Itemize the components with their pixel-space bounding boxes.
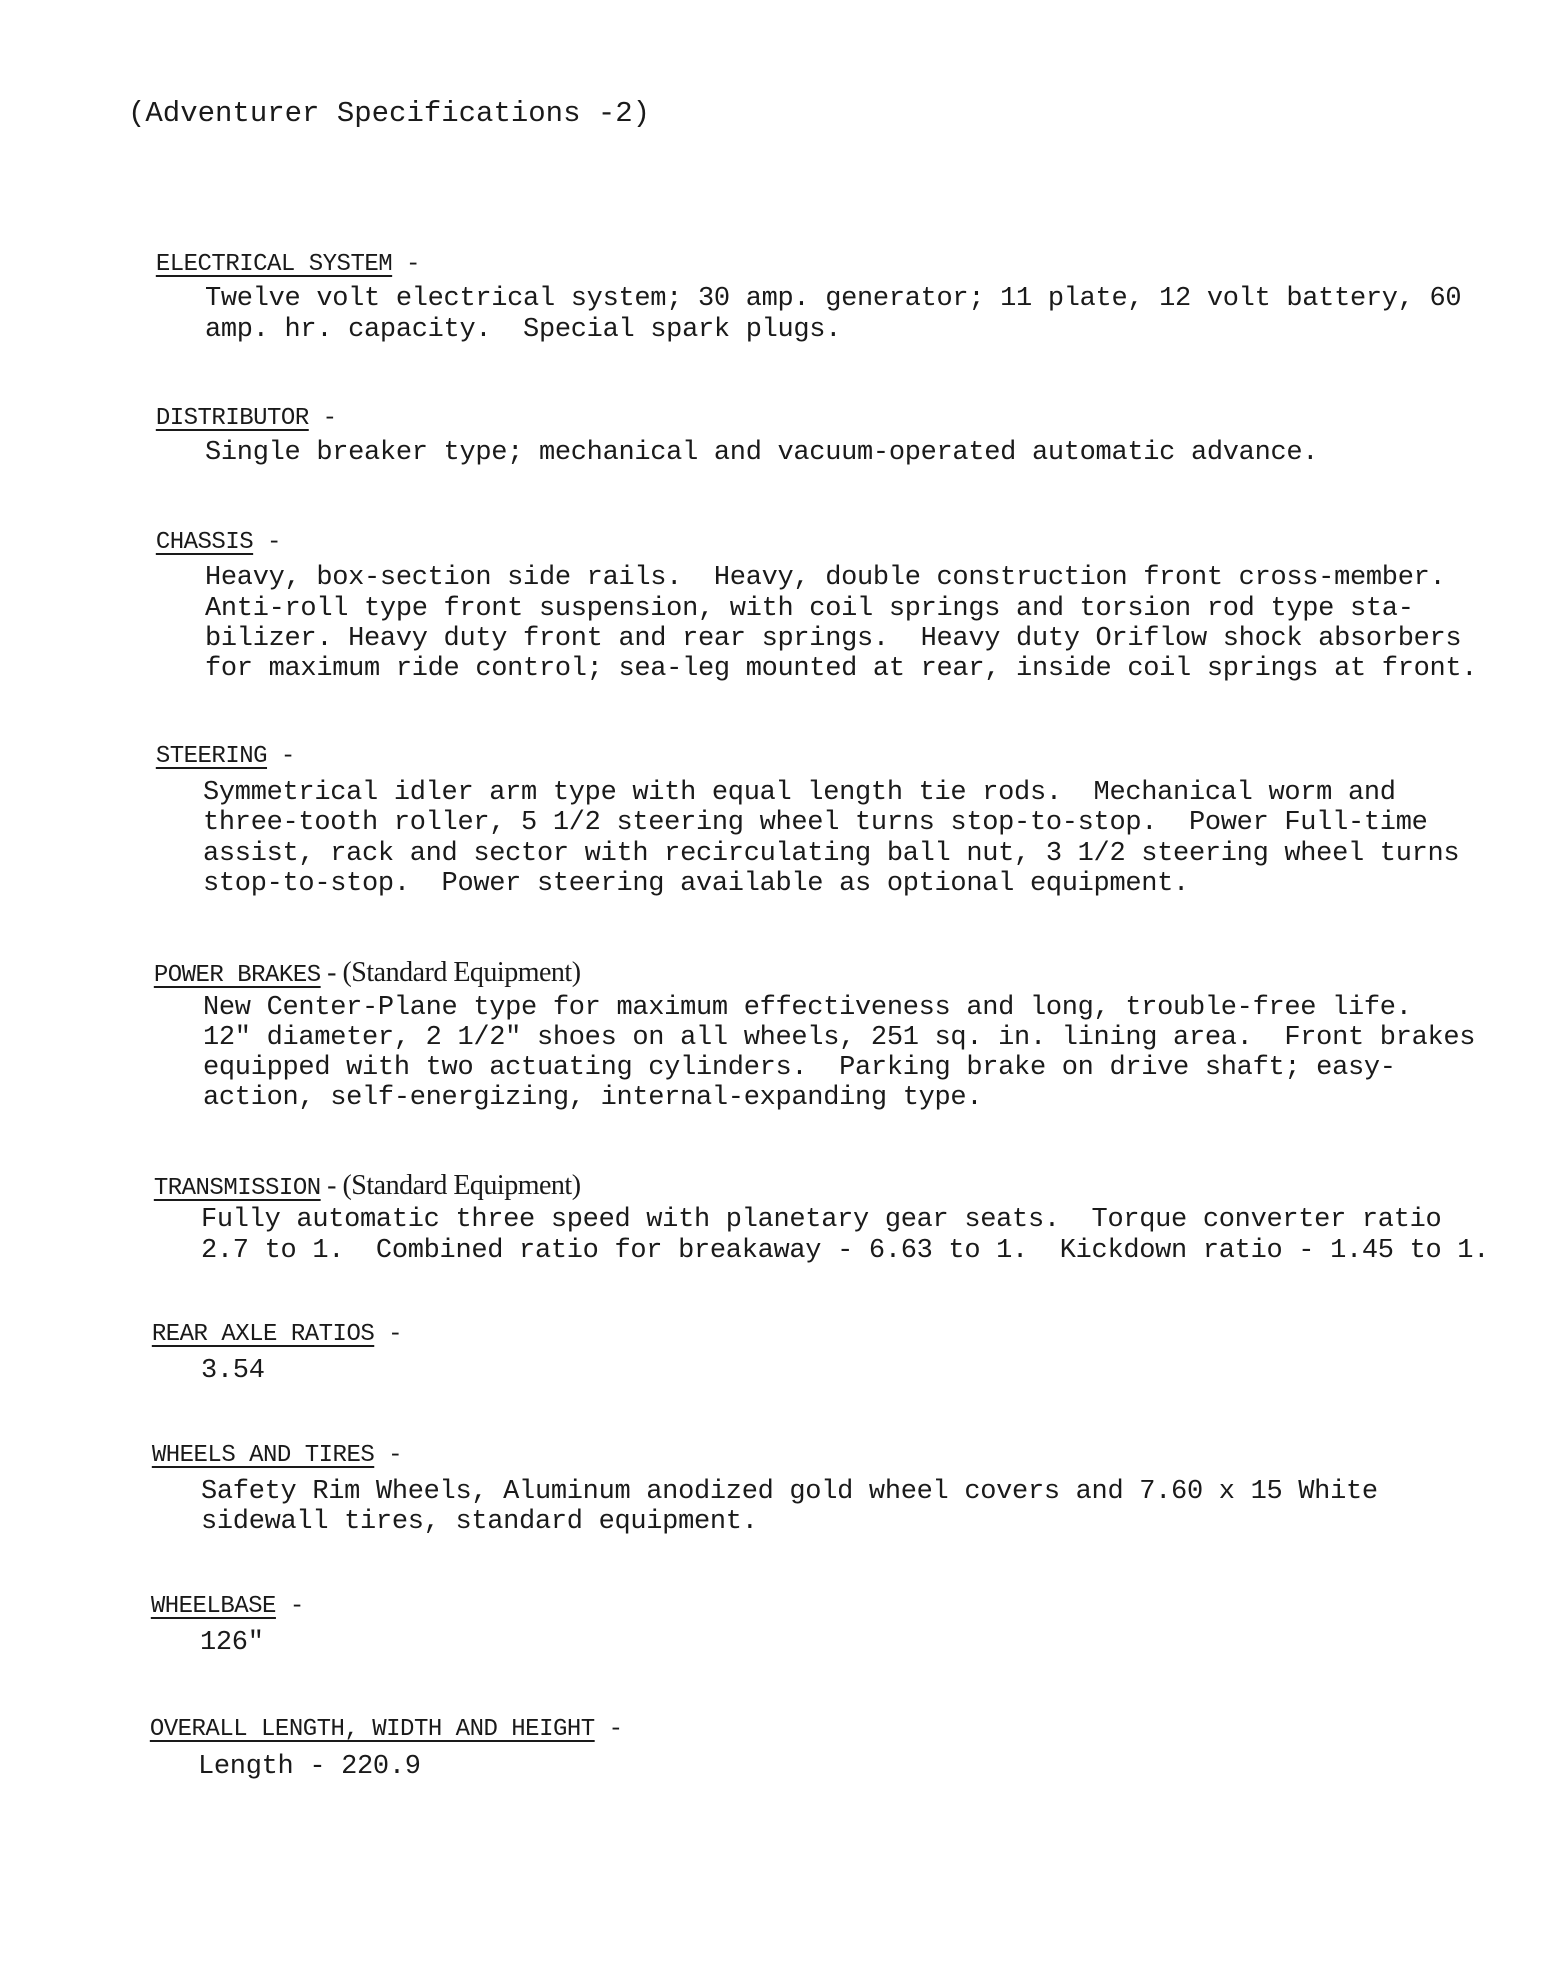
section-text-line: 3.54 [201,1356,265,1386]
section-suffix: - [253,529,281,556]
section-title: TRANSMISSION [153,1175,321,1202]
section-heading-transmission [126,1143,581,1202]
section-text-line: Symmetrical idler arm type with equal length tie rods. Mechanical worm and [203,778,1396,808]
section-heading-wheels-and-tires [124,1415,402,1469]
section-text-line: stop-to-stop. Power steering available as optional equipment. [203,869,1189,899]
section-heading-wheelbase [123,1566,304,1620]
section-heading-electrical-system [128,224,420,278]
section-suffix: - (Standard Equipment) [320,957,581,988]
section-suffix: - [374,1321,403,1348]
section-text-line: equipped with two actuating cylinders. Parking brake on drive shaft; easy- [203,1053,1396,1083]
section-suffix: - [594,1716,623,1743]
section-text-line: Heavy, box-section side rails. Heavy, double construction front cross-member. [205,563,1446,593]
section-suffix: - [267,743,295,770]
section-suffix: - [374,1442,403,1469]
section-text-line: 12" diameter, 2 1/2" shoes on all wheels, 251 sq. in. lining area. Front brakes [203,1023,1476,1053]
section-heading-power-brakes [126,930,581,989]
section-title: STEERING [155,743,268,770]
section-title: POWER BRAKES [153,962,321,989]
section-text-line: sidewall tires, standard equipment. [201,1507,758,1537]
section-text-line: three-tooth roller, 5 1/2 steering wheel turns stop-to-stop. Power Full-time [203,808,1428,838]
section-suffix: - [275,1593,304,1620]
section-suffix: - [308,405,337,432]
section-heading-distributor [128,378,337,432]
section-text-line: action, self-energizing, internal-expanding type. [203,1083,983,1113]
section-title: ELECTRICAL SYSTEM [155,251,393,278]
section-text-line: Anti-roll type front suspension, with coil springs and torsion rod type sta- [205,594,1414,624]
section-title: WHEELS AND TIRES [151,1442,375,1469]
section-title: OVERALL LENGTH, WIDTH AND HEIGHT [149,1716,595,1743]
section-heading-chassis [128,502,281,556]
section-text-line: New Center-Plane type for maximum effectiveness and long, trouble-free life. [203,993,1412,1023]
section-text-line: Safety Rim Wheels, Aluminum anodized gold wheel covers and 7.60 x 15 White [201,1477,1378,1507]
section-heading-overall-dimensions [122,1689,623,1743]
section-text-line: Single breaker type; mechanical and vacuum-operated automatic advance. [205,438,1319,468]
section-text-line: 2.7 to 1. Combined ratio for breakaway - 6.63 to 1. Kickdown ratio - 1.45 to 1. [201,1236,1490,1266]
section-title: REAR AXLE RATIOS [151,1321,375,1348]
section-text-line: Length - 220.9 [198,1752,421,1782]
section-text-line: Twelve volt electrical system; 30 amp. generator; 11 plate, 12 volt battery, 60 [205,284,1462,314]
section-text-line: Fully automatic three speed with planetary gear seats. Torque converter ratio [201,1205,1442,1235]
section-text-line: amp. hr. capacity. Special spark plugs. [205,315,842,345]
section-text-line: assist, rack and sector with recirculating ball nut, 3 1/2 steering wheel turns [203,839,1460,869]
section-suffix: - [392,251,420,278]
section-title: DISTRIBUTOR [155,405,309,432]
section-heading-steering [128,716,295,770]
section-text-line: for maximum ride control; sea-leg mounted at rear, inside coil springs at front. [205,654,1478,684]
section-text-line: bilizer. Heavy duty front and rear springs. Heavy duty Oriflow shock absorbers [205,624,1462,654]
section-text-line: 126" [200,1628,264,1658]
section-title: WHEELBASE [150,1593,276,1620]
section-title: CHASSIS [155,529,254,556]
section-heading-rear-axle-ratios [124,1294,402,1348]
section-suffix: - (Standard Equipment) [320,1170,581,1201]
page-title: (Adventurer Specifications -2) [128,97,651,130]
